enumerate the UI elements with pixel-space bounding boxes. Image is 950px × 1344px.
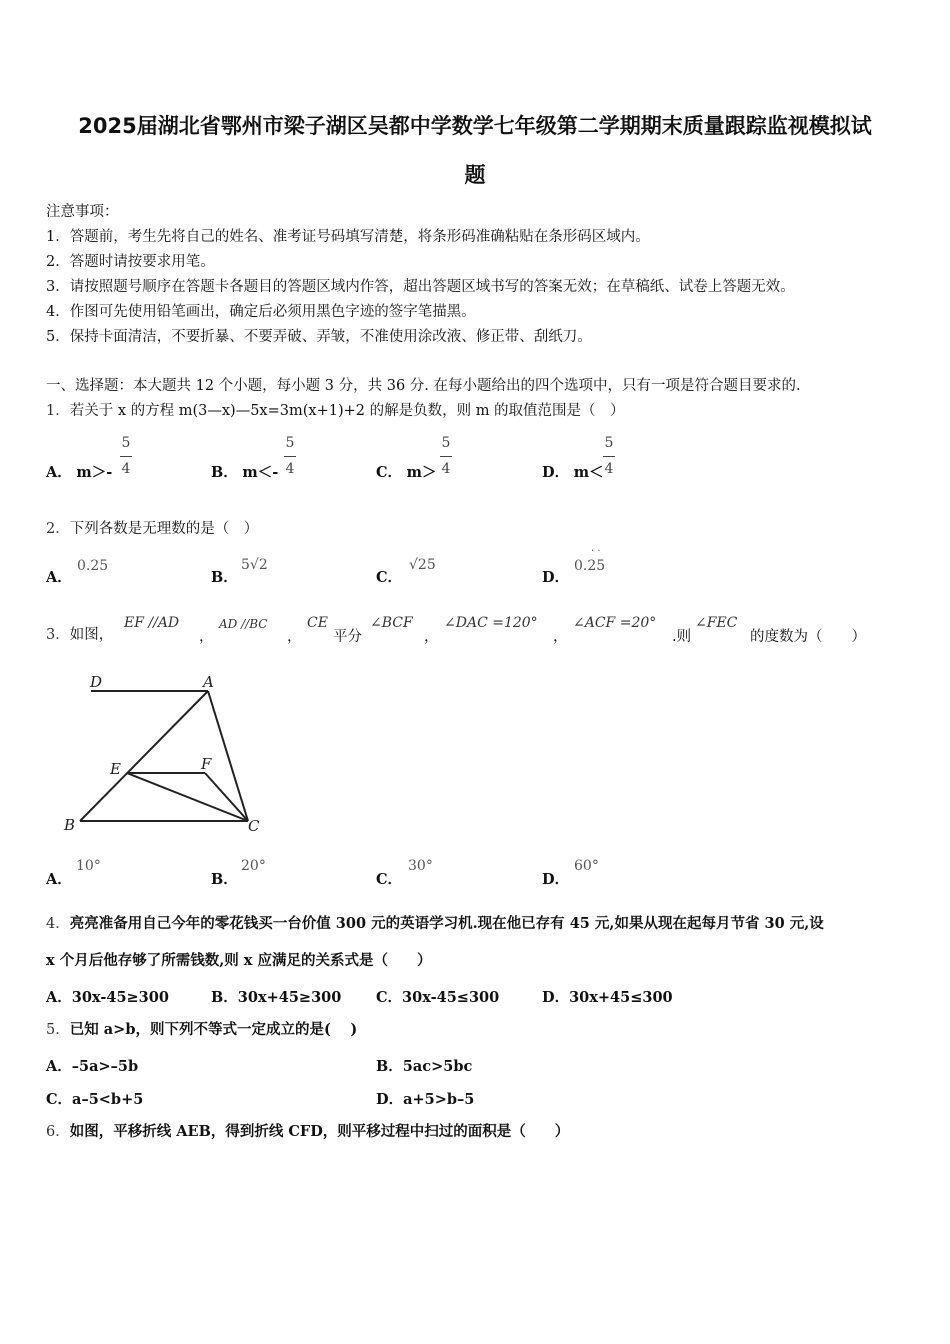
point-label-f: F: [201, 755, 212, 773]
question-number: 5．: [46, 1022, 70, 1038]
question-number: 6．: [46, 1124, 70, 1140]
option-label: A．: [46, 464, 72, 481]
fraction-denominator: 4: [441, 461, 451, 477]
option-label: C．: [376, 569, 403, 586]
question-number: 3．: [46, 627, 70, 643]
option-text: m＜-: [242, 464, 279, 481]
q1-option-d[interactable]: [542, 461, 604, 482]
segment-ec: [127, 773, 248, 821]
math-expression: ∠BCF: [370, 615, 413, 631]
option-label: D．: [376, 1091, 404, 1108]
option-label: B．: [211, 569, 238, 586]
q3-option-a[interactable]: [46, 868, 72, 889]
point-label-d: D: [90, 673, 103, 691]
option-value: 5√2: [241, 557, 268, 573]
fraction-numerator: 5: [285, 435, 295, 451]
question-1: [46, 401, 625, 421]
option-label: B．: [376, 1058, 403, 1075]
notice-item: 1．答题前，考生先将自己的姓名、准考证号码填写清楚，将条形码准确粘贴在条形码区域内。: [46, 229, 650, 245]
separator: ，: [553, 629, 568, 645]
q2-option-d[interactable]: [542, 566, 569, 587]
q3-option-b[interactable]: [211, 868, 238, 889]
option-label: A．: [46, 989, 72, 1006]
fraction-bar: [603, 456, 615, 457]
math-expression: EF //AD: [124, 615, 180, 631]
question-6: [46, 1122, 569, 1142]
question-text: 已知 a>b，则下列不等式一定成立的是( ): [69, 1021, 358, 1038]
option-value: 30x+45≥300: [237, 989, 342, 1006]
question-number: 1．: [46, 403, 70, 419]
fraction-denominator: 4: [604, 461, 614, 477]
option-text: m＞: [406, 464, 437, 481]
option-value: 60°: [574, 858, 599, 874]
question-number: 2．: [46, 521, 70, 537]
notice-heading: 注意事项：: [46, 204, 119, 220]
fraction-numerator: 5: [604, 435, 614, 451]
option-value: 0.25: [77, 558, 109, 574]
q1-option-b[interactable]: [211, 461, 278, 482]
fraction-denominator: 4: [285, 461, 295, 477]
section-heading: 一、选择题：本大题共 12 个小题，每小题 3 分，共 36 分. 在每小题给出的四个选项中，只有一项是符合题目要求的.: [46, 378, 801, 394]
q4-option-b[interactable]: [211, 986, 341, 1007]
question-text: 平分: [333, 629, 362, 645]
option-value: √25: [409, 557, 436, 573]
question-2: [46, 519, 258, 539]
question-text: .则: [672, 629, 692, 645]
math-expression: ∠ACF =20°: [573, 615, 657, 631]
fraction-denominator: 4: [121, 461, 131, 477]
q5-option-c[interactable]: [46, 1088, 143, 1109]
question-text: 如图，平移折线 AEB，得到折线 CFD，则平移过程中扫过的面积是（ ）: [69, 1123, 570, 1140]
geometry-figure: [55, 668, 285, 843]
math-expression: ∠DAC =120°: [444, 615, 538, 631]
option-value: 30x-45≥300: [71, 989, 169, 1006]
option-label: C．: [376, 464, 403, 481]
option-value: 30x+45≤300: [569, 989, 673, 1006]
q1-option-a[interactable]: [46, 461, 112, 482]
option-value: a+5>b–5: [403, 1091, 475, 1108]
separator: ，: [424, 629, 439, 645]
segment-ab: [80, 691, 208, 821]
option-value: 10°: [76, 858, 101, 874]
q5-option-a[interactable]: [46, 1055, 138, 1076]
option-label: B．: [211, 464, 238, 481]
notice-item: 5．保持卡面清洁，不要折暴、不要弄破、弄皱，不准使用涂改液、修正带、刮纸刀。: [46, 329, 592, 345]
option-label: C．: [46, 1091, 73, 1108]
separator: ，: [199, 629, 214, 645]
option-value: 30°: [408, 858, 433, 874]
option-label: B．: [211, 989, 238, 1006]
fraction-numerator: 5: [441, 435, 451, 451]
segment-ac: [208, 691, 248, 821]
separator: ，: [287, 629, 302, 645]
q4-option-a[interactable]: [46, 986, 169, 1007]
point-label-b: B: [64, 816, 76, 834]
q4-option-d[interactable]: [542, 986, 673, 1007]
question-5: [46, 1020, 357, 1040]
repeating-dots: · ·: [591, 546, 601, 557]
math-expression: ∠FEC: [695, 615, 738, 631]
option-label: D．: [542, 569, 570, 586]
option-label: A．: [46, 1058, 72, 1075]
option-value: –5a>–5b: [71, 1058, 139, 1075]
q5-option-b[interactable]: [376, 1055, 472, 1076]
option-label: D．: [542, 871, 570, 888]
point-label-a: A: [203, 673, 214, 691]
question-text: 若关于 x 的方程 m(3—x)—5x=3m(x+1)+2 的解是负数，则 m 的取值范围是（ ）: [69, 403, 625, 419]
option-label: C．: [376, 989, 403, 1006]
question-text: 如图，: [69, 627, 114, 643]
q1-option-c[interactable]: [376, 461, 437, 482]
point-label-e: E: [110, 760, 121, 778]
q2-option-a[interactable]: [46, 566, 72, 587]
option-value: 20°: [241, 858, 266, 874]
question-4-line2: x 个月后他存够了所需钱数,则 x 应满足的关系式是（ ）: [46, 952, 432, 969]
question-4-line1: [46, 914, 824, 934]
math-expression: CE: [307, 615, 328, 631]
q4-option-c[interactable]: [376, 986, 499, 1007]
fraction-bar: [120, 456, 132, 457]
q3-option-c[interactable]: [376, 868, 402, 889]
q5-option-d[interactable]: [376, 1088, 474, 1109]
notice-item: 2．答题时请按要求用笔。: [46, 254, 215, 270]
q2-option-b[interactable]: [211, 566, 238, 587]
question-text: 下列各数是无理数的是（ ）: [69, 521, 259, 537]
fraction-numerator: 5: [121, 435, 131, 451]
option-label: D．: [542, 989, 570, 1006]
option-value: 30x-45≤300: [402, 989, 500, 1006]
q2-option-c[interactable]: [376, 566, 402, 587]
question-number: 4．: [46, 916, 70, 932]
notice-item: 4．作图可先使用铅笔画出，确定后必须用黑色字迹的签字笔描黑。: [46, 304, 476, 320]
question-3-prefix: [46, 625, 113, 645]
fraction-bar: [284, 456, 296, 457]
option-label: C．: [376, 871, 403, 888]
question-text: 亮亮准备用自己今年的零花钱买一台价值 300 元的英语学习机.现在他已存有 45 元,如果从现在起每月节省 30 元,设: [69, 915, 824, 932]
option-label: D．: [542, 464, 570, 481]
math-expression: AD //BC: [219, 617, 268, 631]
q3-option-d[interactable]: [542, 868, 569, 889]
option-label: A．: [46, 871, 72, 888]
option-text: m＜: [573, 464, 604, 481]
exam-title-line2: 题: [464, 163, 486, 187]
point-label-c: C: [248, 817, 260, 835]
option-label: B．: [211, 871, 238, 888]
option-value: 5ac>5bc: [402, 1058, 473, 1075]
option-value: 0.25: [574, 558, 606, 574]
question-text: 的度数为（ ）: [750, 629, 866, 645]
option-value: a–5<b+5: [72, 1091, 144, 1108]
exam-title-line1: 2025届湖北省鄂州市梁子湖区吴都中学数学七年级第二学期期末质量跟踪监视模拟试: [78, 114, 872, 138]
option-label: A．: [46, 569, 72, 586]
notice-item: 3．请按照题号顺序在答题卡各题目的答题区域内作答，超出答题区域书写的答案无效；在草稿纸、试卷上答题无效。: [46, 279, 795, 295]
option-text: m＞-: [76, 464, 113, 481]
fraction-bar: [440, 456, 452, 457]
